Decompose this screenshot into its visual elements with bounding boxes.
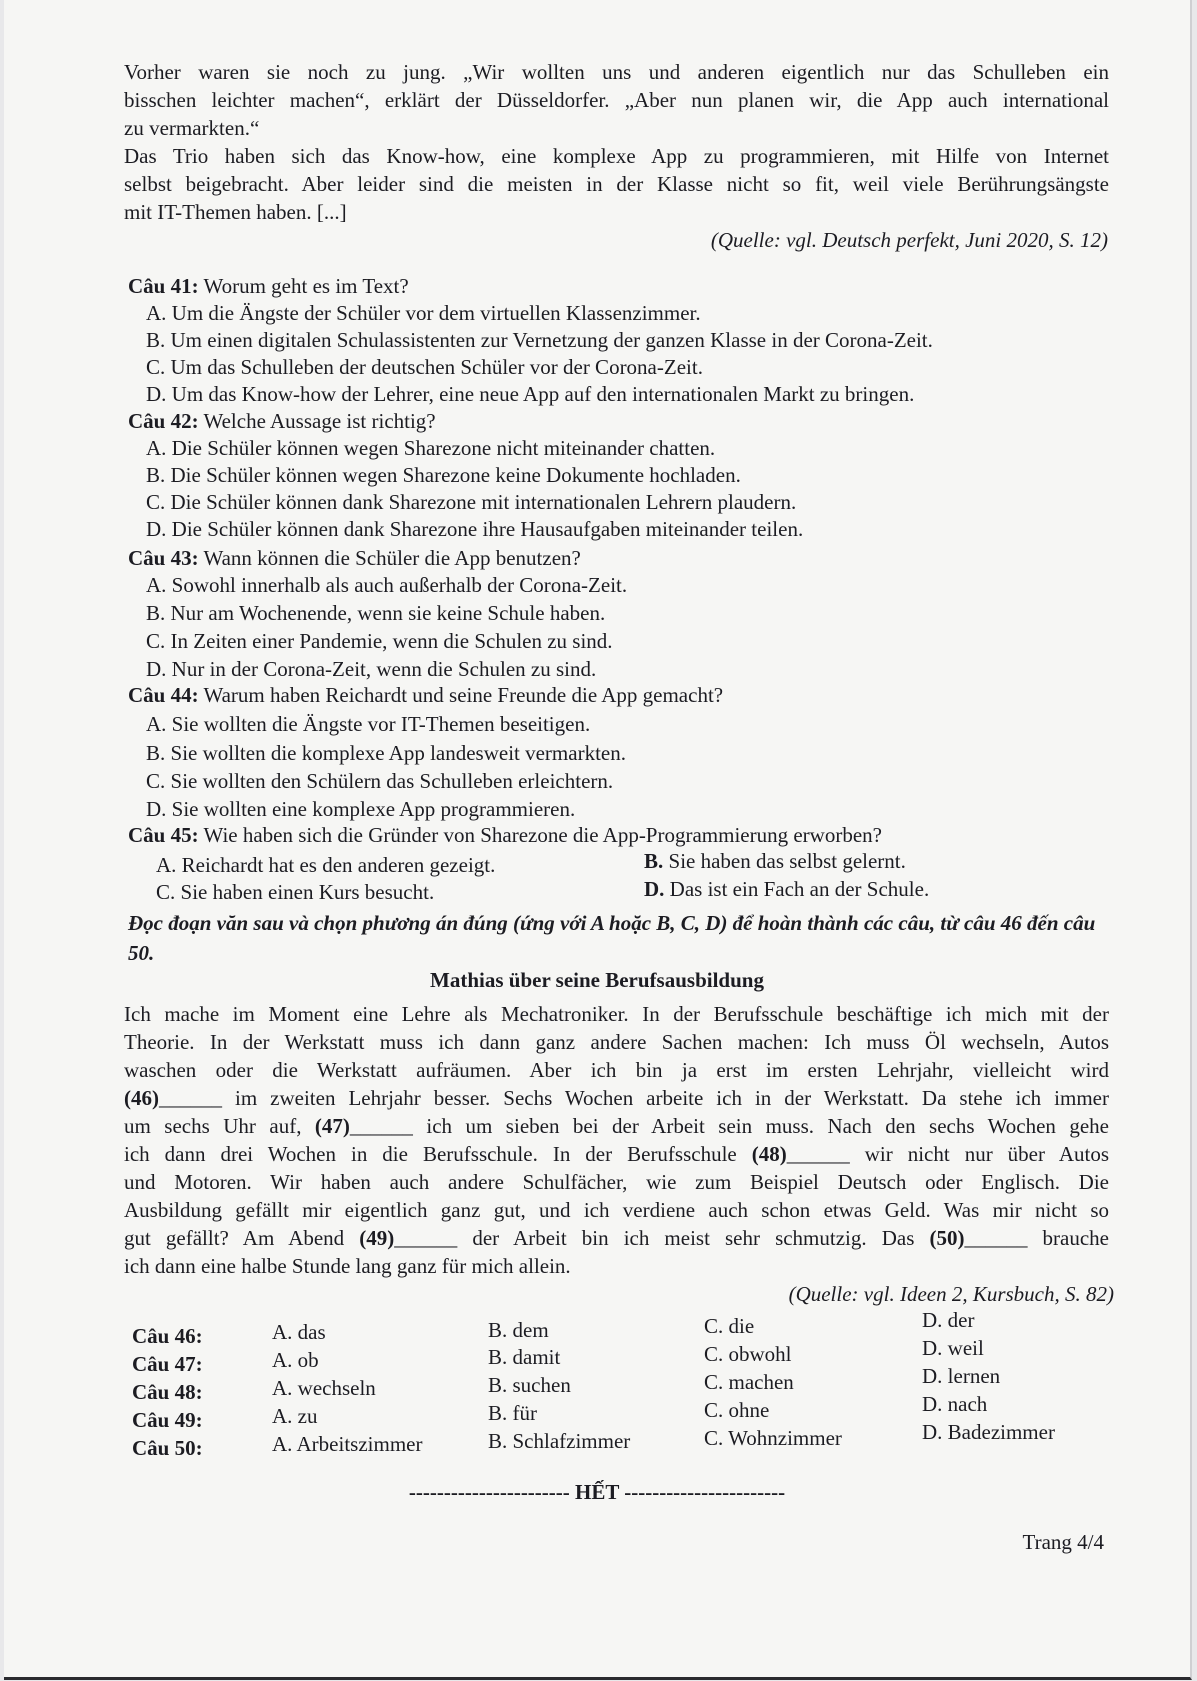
option-text: Reichardt hat es den anderen gezeigt. (181, 853, 496, 877)
option-letter: A. (146, 436, 167, 460)
question-45 (128, 822, 882, 849)
passage2-line-10: ich dann eine halbe Stunde lang ganz für mich allein. (124, 1254, 571, 1278)
option-letter: D. (146, 382, 167, 406)
option-45-b[interactable] (644, 848, 906, 875)
option-text: Die Schüler können wegen Sharezone keine Dokumente hochladen. (170, 463, 741, 487)
question-text: Wie haben sich die Gründer von Sharezone die App-Programmierung erworben? (203, 823, 882, 847)
passage1-line-4: Das Trio haben sich das Know-how, eine komplexe App zu programmieren, mit Hilfe von Internet (124, 144, 1109, 168)
option-44-d[interactable] (146, 796, 575, 823)
blank-46: (46) (124, 1086, 159, 1110)
cloze-option-b[interactable]: B. Schlafzimmer (488, 1429, 631, 1453)
passage1-source: (Quelle: vgl. Deutsch perfekt, Juni 2020, S. 12) (710, 228, 1108, 252)
option-44-c[interactable] (146, 768, 613, 795)
option-letter: C. (146, 629, 166, 653)
option-43-c[interactable] (146, 628, 613, 655)
question-number: Câu 42: (128, 409, 199, 433)
cloze-option-d[interactable]: D. weil (922, 1336, 984, 1360)
cloze-option-b[interactable]: B. dem (488, 1318, 549, 1342)
option-42-d[interactable] (146, 516, 803, 543)
option-44-a[interactable] (146, 711, 590, 738)
passage2-line-9 (124, 1224, 1109, 1252)
cloze-option-c[interactable]: C. die (704, 1314, 755, 1338)
text-segment: um sechs Uhr auf, (124, 1114, 315, 1138)
option-43-d[interactable] (146, 656, 596, 683)
option-letter: D. (146, 657, 167, 681)
option-letter: B. (146, 741, 166, 765)
question-number: Câu 44: (128, 683, 199, 707)
option-text: Sowohl innerhalb als auch außerhalb der Corona-Zeit. (171, 573, 628, 597)
cloze-option-c[interactable]: C. machen (704, 1370, 794, 1394)
passage2-line-3: waschen oder die Werkstatt aufräumen. Aber ich bin ja erst im ersten Lehrjahr, vielleicht wird (124, 1058, 1109, 1082)
option-41-d[interactable] (146, 381, 914, 408)
question-number: Câu 45: (128, 823, 199, 847)
option-letter: A. (146, 573, 167, 597)
passage1-line-3: zu vermarkten.“ (124, 116, 260, 140)
option-letter: B. (146, 328, 166, 352)
question-text: Welche Aussage ist richtig? (203, 409, 436, 433)
exam-page (4, 0, 1192, 1680)
option-43-b[interactable] (146, 600, 605, 627)
option-letter: D. (146, 797, 167, 821)
text-segment: ______ brauche (964, 1226, 1109, 1250)
blank-47: (47) (314, 1114, 350, 1138)
passage2-line-2: Theorie. In der Werkstatt muss ich dann ganz andere Sachen machen: Ich muss Öl wechseln, Autos (124, 1030, 1109, 1054)
option-45-c[interactable] (156, 879, 434, 906)
page-content (4, 0, 1190, 1677)
blank-50: (50) (929, 1226, 965, 1250)
end-marker: ----------------------- HẾT ----------------------- (408, 1480, 786, 1504)
passage2-line-4 (124, 1084, 1109, 1112)
option-letter: A. (146, 301, 167, 325)
passage1-line-5: selbst beigebracht. Aber leider sind die meisten in der Klasse nicht so fit, weil viele Berührungsängste (124, 172, 1109, 196)
option-letter: C. (146, 769, 166, 793)
passage2-source: (Quelle: vgl. Ideen 2, Kursbuch, S. 82) (788, 1282, 1114, 1306)
option-letter: D. (644, 877, 665, 901)
passage1-line-2: bisschen leichter machen“, erklärt der Düsseldorfer. „Aber nun planen wir, die App auch international (124, 88, 1109, 112)
text-segment: ______ der Arbeit bin ich meist sehr schmutzig. Das (394, 1226, 930, 1250)
option-letter: C. (146, 490, 166, 514)
passage1-line-1: Vorher waren sie noch zu jung. „Wir wollten uns und anderen eigentlich nur das Schulleben ein (124, 60, 1109, 84)
cloze-option-a[interactable]: A. Arbeitszimmer (272, 1432, 423, 1456)
passage2-line-7: und Motoren. Wir haben auch andere Schulfächer, wie zum Beispiel Deutsch oder Englisch. Die (124, 1170, 1109, 1194)
cloze-option-d[interactable]: D. nach (922, 1392, 988, 1416)
option-41-a[interactable] (146, 300, 701, 327)
option-text: Sie wollten die komplexe App landesweit vermarkten. (170, 741, 626, 765)
text-segment: ______ wir nicht nur über Autos (786, 1142, 1110, 1166)
text-segment: ______ im zweiten Lehrjahr besser. Sechs Wochen arbeite ich in der Werkstatt. Da stehe ich immer (159, 1086, 1109, 1110)
blank-49: (49) (359, 1226, 395, 1250)
option-text: Die Schüler können wegen Sharezone nicht miteinander chatten. (171, 436, 716, 460)
cloze-option-c[interactable]: C. obwohl (704, 1342, 792, 1366)
option-letter: B. (146, 601, 166, 625)
question-43 (128, 545, 581, 572)
option-text: Sie wollten die Ängste vor IT-Themen beseitigen. (171, 712, 591, 736)
cloze-number: Câu 47: (132, 1352, 203, 1376)
option-41-b[interactable] (146, 327, 933, 354)
cloze-option-d[interactable]: D. lernen (922, 1364, 1001, 1388)
cloze-option-c[interactable]: C. Wohnzimmer (704, 1426, 842, 1450)
option-text: Die Schüler können dank Sharezone mit internationalen Lehrern plaudern. (170, 490, 797, 514)
question-number: Câu 41: (128, 274, 199, 298)
cloze-option-c[interactable]: C. ohne (704, 1398, 770, 1422)
question-44 (128, 682, 723, 709)
text-segment: gut gefällt? Am Abend (124, 1226, 360, 1250)
question-text: Warum haben Reichardt und seine Freunde die App gemacht? (203, 683, 724, 707)
cloze-option-b[interactable]: B. suchen (488, 1373, 571, 1397)
question-number: Câu 43: (128, 546, 199, 570)
option-text: Um das Schulleben der deutschen Schüler vor der Corona-Zeit. (170, 355, 703, 379)
passage1-line-6: mit IT-Themen haben. [...] (124, 200, 347, 224)
cloze-option-d[interactable]: D. Badezimmer (922, 1420, 1055, 1444)
passage2-line-8: Ausbildung gefällt mir eigentlich ganz gut, und ich verdiene auch schon etwas Geld. Was mir nicht so (124, 1198, 1109, 1222)
option-42-c[interactable] (146, 489, 796, 516)
option-letter: B. (146, 463, 166, 487)
option-text: Das ist ein Fach an der Schule. (669, 877, 930, 901)
option-41-c[interactable] (146, 354, 703, 381)
passage2-line-5 (124, 1112, 1109, 1140)
cloze-option-d[interactable]: D. der (922, 1308, 975, 1332)
cloze-option-a[interactable]: A. das (272, 1320, 326, 1344)
option-text: Die Schüler können dank Sharezone ihre Hausaufgaben miteinander teilen. (171, 517, 804, 541)
option-text: Um die Ängste der Schüler vor dem virtuellen Klassenzimmer. (171, 301, 701, 325)
question-41 (128, 273, 409, 300)
passage2-line-1: Ich mache im Moment eine Lehre als Mechatroniker. In der Berufsschule beschäftige ich mich mit der (124, 1002, 1109, 1026)
option-letter: C. (146, 355, 166, 379)
option-text: Sie wollten eine komplexe App programmieren. (171, 797, 576, 821)
option-text: Nur am Wochenende, wenn sie keine Schule haben. (170, 601, 606, 625)
option-letter: A. (146, 712, 167, 736)
option-text: Sie haben einen Kurs besucht. (180, 880, 435, 904)
question-text: Worum geht es im Text? (203, 274, 409, 298)
option-text: Sie haben das selbst gelernt. (668, 849, 906, 873)
option-text: In Zeiten einer Pandemie, wenn die Schulen zu sind. (170, 629, 613, 653)
text-segment: ______ ich um sieben bei der Arbeit sein muss. Nach den sechs Wochen gehe (349, 1114, 1110, 1138)
cloze-number: Câu 46: (132, 1324, 203, 1348)
option-text: Sie wollten den Schülern das Schulleben erleichtern. (170, 769, 614, 793)
passage2-line-6 (124, 1140, 1109, 1168)
option-text: Nur in der Corona-Zeit, wenn die Schulen zu sind. (171, 657, 597, 681)
cloze-option-a[interactable]: A. wechseln (272, 1376, 376, 1400)
question-text: Wann können die Schüler die App benutzen? (203, 546, 581, 570)
text-segment: ich dann drei Wochen in die Berufsschule. In der Berufsschule (124, 1142, 752, 1166)
option-45-a[interactable] (156, 852, 495, 879)
option-45-d[interactable] (644, 876, 929, 903)
option-43-a[interactable] (146, 572, 627, 599)
section-instruction: Đọc đoạn văn sau và chọn phương án đúng (ứng với A hoặc B, C, D) để hoàn thành các câu, từ câu 46 đến câu 50. (128, 911, 1096, 965)
cloze-number: Câu 50: (132, 1436, 203, 1460)
option-text: Um das Know-how der Lehrer, eine neue App auf den internationalen Markt zu bringen. (171, 382, 915, 406)
option-letter: B. (644, 849, 664, 873)
option-letter: A. (156, 853, 177, 877)
option-text: Um einen digitalen Schulassistenten zur Vernetzung der ganzen Klasse in der Corona-Zeit. (170, 328, 933, 352)
cloze-number: Câu 48: (132, 1380, 203, 1404)
cloze-option-b[interactable]: B. damit (488, 1345, 561, 1369)
page-number: Trang 4/4 (1022, 1530, 1104, 1554)
cloze-number: Câu 49: (132, 1408, 203, 1432)
option-42-b[interactable] (146, 462, 741, 489)
cloze-option-b[interactable]: B. für (488, 1401, 537, 1425)
option-letter: C. (156, 880, 176, 904)
option-42-a[interactable] (146, 435, 715, 462)
blank-48: (48) (751, 1142, 787, 1166)
cloze-option-a[interactable]: A. zu (272, 1404, 318, 1428)
option-letter: D. (146, 517, 167, 541)
passage2-title: Mathias über seine Berufsausbildung (430, 968, 764, 992)
option-44-b[interactable] (146, 740, 626, 767)
cloze-option-a[interactable]: A. ob (272, 1348, 319, 1372)
question-42 (128, 408, 436, 435)
